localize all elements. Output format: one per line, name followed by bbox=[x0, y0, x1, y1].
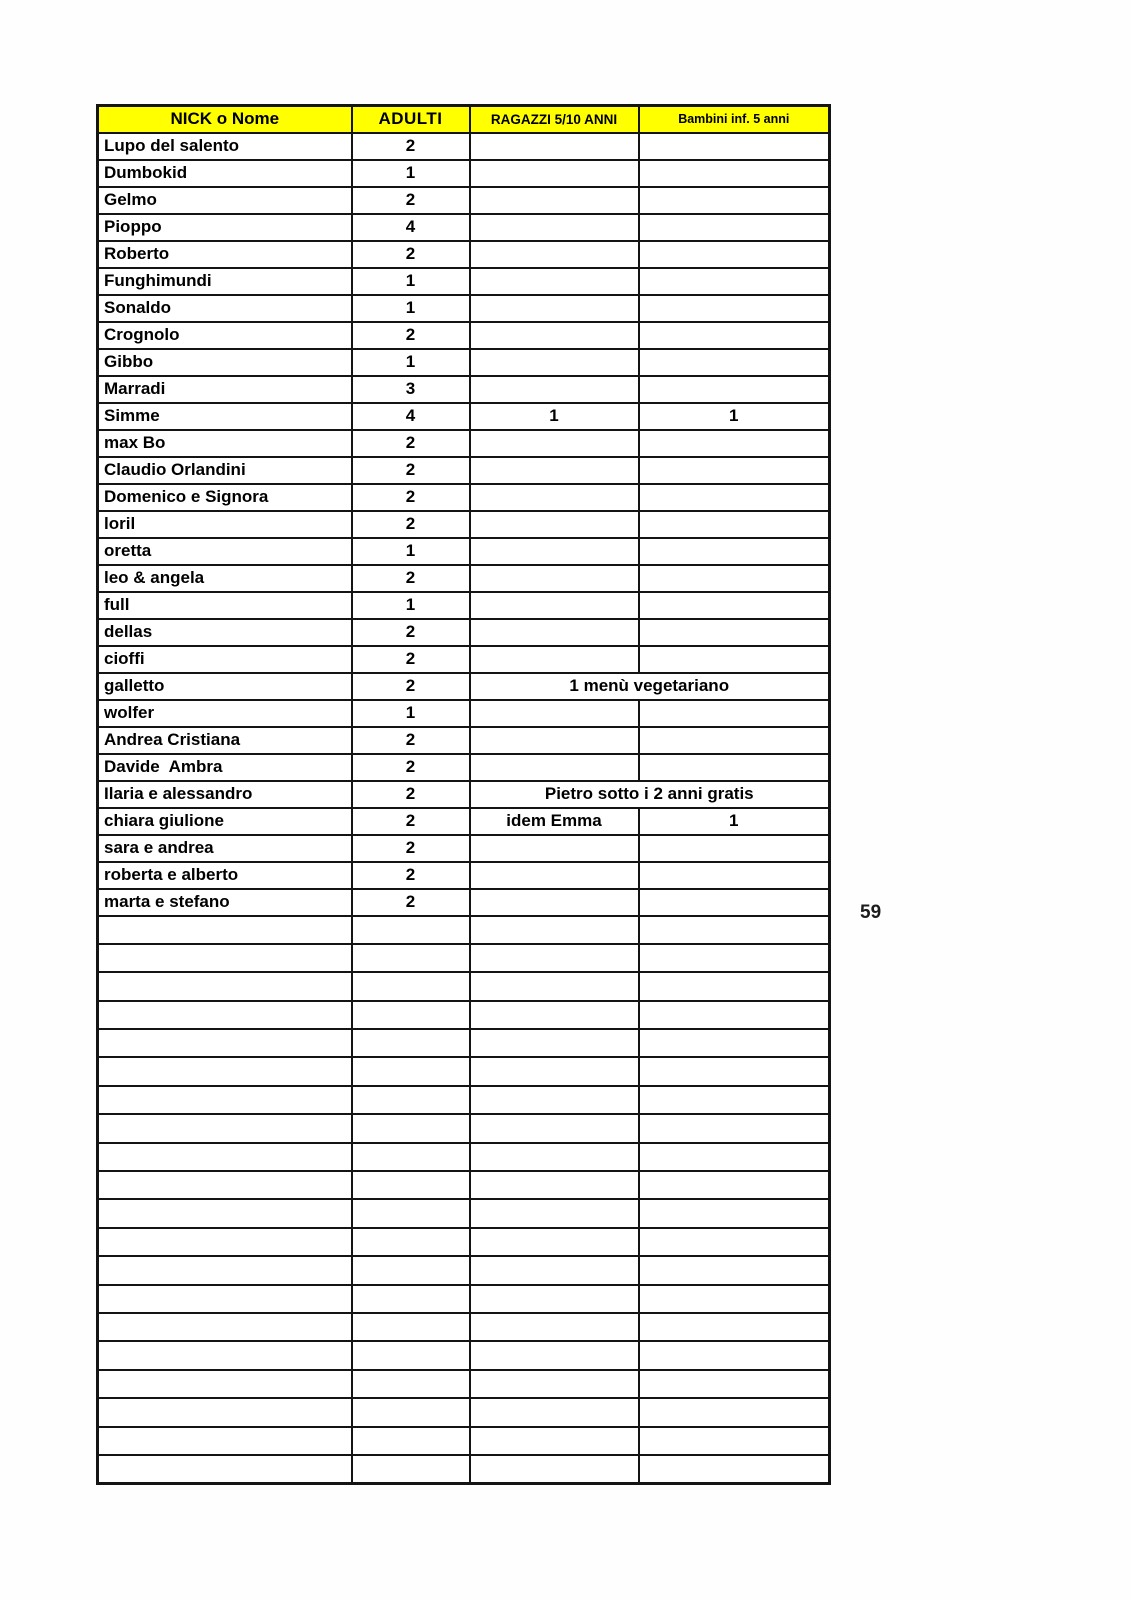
cell-adulti bbox=[352, 1341, 470, 1369]
cell-adulti bbox=[352, 1057, 470, 1085]
cell-ragazzi bbox=[470, 538, 639, 565]
cell-ragazzi: 1 bbox=[470, 403, 639, 430]
col-header-adulti: ADULTI bbox=[352, 106, 470, 133]
cell-name: Crognolo bbox=[98, 322, 352, 349]
cell-adulti bbox=[352, 1143, 470, 1171]
cell-bambini bbox=[639, 1143, 830, 1171]
cell-name bbox=[98, 1370, 352, 1398]
cell-note-merged: Pietro sotto i 2 anni gratis bbox=[470, 781, 830, 808]
cell-ragazzi bbox=[470, 457, 639, 484]
table-body bbox=[98, 133, 830, 1484]
cell-adulti: 2 bbox=[352, 457, 470, 484]
empty-table-row bbox=[98, 1086, 830, 1114]
cell-bambini bbox=[639, 538, 830, 565]
table-row bbox=[98, 349, 830, 376]
cell-ragazzi bbox=[470, 916, 639, 944]
cell-bambini bbox=[639, 430, 830, 457]
cell-bambini bbox=[639, 754, 830, 781]
cell-name: cioffi bbox=[98, 646, 352, 673]
empty-table-row bbox=[98, 1370, 830, 1398]
col-header-nick: NICK o Nome bbox=[98, 106, 352, 133]
table-row bbox=[98, 403, 830, 430]
cell-adulti: 2 bbox=[352, 781, 470, 808]
cell-name: Gelmo bbox=[98, 187, 352, 214]
cell-name: Funghimundi bbox=[98, 268, 352, 295]
cell-name: loril bbox=[98, 511, 352, 538]
cell-adulti: 2 bbox=[352, 565, 470, 592]
cell-ragazzi bbox=[470, 1341, 639, 1369]
table-row bbox=[98, 187, 830, 214]
cell-bambini bbox=[639, 214, 830, 241]
cell-note-merged: 1 menù vegetariano bbox=[470, 673, 830, 700]
cell-adulti: 2 bbox=[352, 808, 470, 835]
cell-name: Pioppo bbox=[98, 214, 352, 241]
table-row bbox=[98, 808, 830, 835]
cell-adulti: 1 bbox=[352, 700, 470, 727]
cell-name: Sonaldo bbox=[98, 295, 352, 322]
cell-ragazzi bbox=[470, 700, 639, 727]
cell-ragazzi bbox=[470, 862, 639, 889]
cell-name bbox=[98, 1313, 352, 1341]
cell-adulti: 1 bbox=[352, 592, 470, 619]
cell-name: full bbox=[98, 592, 352, 619]
cell-bambini bbox=[639, 133, 830, 160]
cell-ragazzi bbox=[470, 268, 639, 295]
table-row bbox=[98, 430, 830, 457]
cell-name bbox=[98, 1171, 352, 1199]
cell-ragazzi bbox=[470, 1313, 639, 1341]
cell-bambini bbox=[639, 1313, 830, 1341]
cell-adulti bbox=[352, 1398, 470, 1426]
cell-name bbox=[98, 1228, 352, 1256]
col-header-ragazzi: RAGAZZI 5/10 ANNI bbox=[470, 106, 639, 133]
cell-ragazzi bbox=[470, 349, 639, 376]
cell-name bbox=[98, 1199, 352, 1227]
cell-bambini bbox=[639, 565, 830, 592]
empty-table-row bbox=[98, 916, 830, 944]
cell-name: Dumbokid bbox=[98, 160, 352, 187]
cell-bambini bbox=[639, 916, 830, 944]
empty-table-row bbox=[98, 944, 830, 972]
cell-adulti: 1 bbox=[352, 538, 470, 565]
cell-ragazzi bbox=[470, 592, 639, 619]
cell-name bbox=[98, 916, 352, 944]
cell-ragazzi bbox=[470, 484, 639, 511]
cell-adulti bbox=[352, 944, 470, 972]
cell-ragazzi bbox=[470, 889, 639, 916]
cell-ragazzi bbox=[470, 511, 639, 538]
cell-adulti: 1 bbox=[352, 160, 470, 187]
cell-bambini bbox=[639, 646, 830, 673]
cell-ragazzi bbox=[470, 295, 639, 322]
cell-adulti bbox=[352, 1427, 470, 1455]
cell-adulti bbox=[352, 1228, 470, 1256]
cell-ragazzi bbox=[470, 241, 639, 268]
cell-adulti bbox=[352, 1455, 470, 1483]
table-row bbox=[98, 565, 830, 592]
cell-ragazzi bbox=[470, 214, 639, 241]
cell-name: Lupo del salento bbox=[98, 133, 352, 160]
cell-adulti: 2 bbox=[352, 484, 470, 511]
cell-ragazzi bbox=[470, 944, 639, 972]
table-row bbox=[98, 835, 830, 862]
cell-adulti: 2 bbox=[352, 835, 470, 862]
cell-ragazzi bbox=[470, 835, 639, 862]
cell-name: Domenico e Signora bbox=[98, 484, 352, 511]
cell-bambini bbox=[639, 1228, 830, 1256]
cell-adulti: 2 bbox=[352, 133, 470, 160]
cell-ragazzi: idem Emma bbox=[470, 808, 639, 835]
cell-adulti bbox=[352, 1313, 470, 1341]
empty-table-row bbox=[98, 1057, 830, 1085]
cell-name bbox=[98, 1256, 352, 1284]
cell-name bbox=[98, 1427, 352, 1455]
empty-table-row bbox=[98, 1455, 830, 1483]
empty-table-row bbox=[98, 1313, 830, 1341]
header-row bbox=[98, 106, 830, 133]
cell-bambini bbox=[639, 160, 830, 187]
cell-name: max Bo bbox=[98, 430, 352, 457]
cell-bambini bbox=[639, 727, 830, 754]
empty-table-row bbox=[98, 1398, 830, 1426]
cell-adulti bbox=[352, 1370, 470, 1398]
cell-name bbox=[98, 944, 352, 972]
table-row bbox=[98, 862, 830, 889]
cell-bambini bbox=[639, 349, 830, 376]
cell-bambini bbox=[639, 457, 830, 484]
cell-ragazzi bbox=[470, 322, 639, 349]
cell-adulti bbox=[352, 1171, 470, 1199]
cell-ragazzi bbox=[470, 1199, 639, 1227]
empty-table-row bbox=[98, 1427, 830, 1455]
cell-bambini bbox=[639, 511, 830, 538]
cell-name bbox=[98, 1398, 352, 1426]
total-count: 59 bbox=[860, 902, 882, 923]
cell-bambini bbox=[639, 322, 830, 349]
cell-adulti: 2 bbox=[352, 754, 470, 781]
cell-ragazzi bbox=[470, 565, 639, 592]
cell-name: roberta e alberto bbox=[98, 862, 352, 889]
cell-adulti bbox=[352, 1029, 470, 1057]
cell-ragazzi bbox=[470, 1256, 639, 1284]
cell-adulti: 2 bbox=[352, 727, 470, 754]
cell-name: oretta bbox=[98, 538, 352, 565]
cell-adulti bbox=[352, 1285, 470, 1313]
cell-name: Marradi bbox=[98, 376, 352, 403]
cell-ragazzi bbox=[470, 1398, 639, 1426]
cell-bambini bbox=[639, 1086, 830, 1114]
cell-adulti: 2 bbox=[352, 889, 470, 916]
table-row bbox=[98, 484, 830, 511]
cell-bambini bbox=[639, 862, 830, 889]
table-row bbox=[98, 754, 830, 781]
empty-table-row bbox=[98, 1256, 830, 1284]
table-row bbox=[98, 241, 830, 268]
cell-name: wolfer bbox=[98, 700, 352, 727]
table-row bbox=[98, 781, 830, 808]
empty-table-row bbox=[98, 1001, 830, 1029]
cell-ragazzi bbox=[470, 1057, 639, 1085]
cell-name: Gibbo bbox=[98, 349, 352, 376]
table-row bbox=[98, 727, 830, 754]
cell-bambini bbox=[639, 376, 830, 403]
cell-bambini bbox=[639, 1455, 830, 1483]
cell-name: Andrea Cristiana bbox=[98, 727, 352, 754]
col-header-bambini: Bambini inf. 5 anni bbox=[639, 106, 830, 133]
cell-bambini bbox=[639, 944, 830, 972]
empty-table-row bbox=[98, 1171, 830, 1199]
cell-bambini: 1 bbox=[639, 808, 830, 835]
cell-bambini bbox=[639, 619, 830, 646]
cell-bambini bbox=[639, 187, 830, 214]
cell-adulti: 2 bbox=[352, 646, 470, 673]
cell-bambini bbox=[639, 700, 830, 727]
cell-adulti: 2 bbox=[352, 862, 470, 889]
cell-name: Simme bbox=[98, 403, 352, 430]
cell-ragazzi bbox=[470, 646, 639, 673]
cell-bambini bbox=[639, 1001, 830, 1029]
cell-ragazzi bbox=[470, 727, 639, 754]
cell-ragazzi bbox=[470, 1370, 639, 1398]
table-row bbox=[98, 700, 830, 727]
cell-bambini bbox=[639, 484, 830, 511]
empty-table-row bbox=[98, 1029, 830, 1057]
empty-table-row bbox=[98, 1285, 830, 1313]
table-row bbox=[98, 268, 830, 295]
cell-adulti: 1 bbox=[352, 349, 470, 376]
cell-name: Davide Ambra bbox=[98, 754, 352, 781]
empty-table-row bbox=[98, 1228, 830, 1256]
cell-name bbox=[98, 1029, 352, 1057]
cell-ragazzi bbox=[470, 619, 639, 646]
cell-name: sara e andrea bbox=[98, 835, 352, 862]
cell-ragazzi bbox=[470, 187, 639, 214]
empty-table-row bbox=[98, 1341, 830, 1369]
empty-table-row bbox=[98, 1199, 830, 1227]
cell-ragazzi bbox=[470, 972, 639, 1000]
cell-ragazzi bbox=[470, 1171, 639, 1199]
cell-adulti: 1 bbox=[352, 268, 470, 295]
cell-adulti bbox=[352, 916, 470, 944]
cell-ragazzi bbox=[470, 1228, 639, 1256]
cell-adulti: 4 bbox=[352, 403, 470, 430]
cell-bambini bbox=[639, 1427, 830, 1455]
cell-ragazzi bbox=[470, 160, 639, 187]
cell-name: galletto bbox=[98, 673, 352, 700]
cell-adulti: 1 bbox=[352, 295, 470, 322]
cell-adulti: 2 bbox=[352, 619, 470, 646]
cell-bambini bbox=[639, 1199, 830, 1227]
cell-ragazzi bbox=[470, 1114, 639, 1142]
cell-bambini bbox=[639, 1285, 830, 1313]
cell-bambini bbox=[639, 1341, 830, 1369]
cell-bambini bbox=[639, 1114, 830, 1142]
cell-name bbox=[98, 1143, 352, 1171]
cell-name bbox=[98, 1001, 352, 1029]
cell-ragazzi bbox=[470, 754, 639, 781]
cell-ragazzi bbox=[470, 133, 639, 160]
cell-adulti: 2 bbox=[352, 187, 470, 214]
cell-ragazzi bbox=[470, 1455, 639, 1483]
cell-adulti: 4 bbox=[352, 214, 470, 241]
cell-ragazzi bbox=[470, 376, 639, 403]
cell-name: Ilaria e alessandro bbox=[98, 781, 352, 808]
cell-bambini bbox=[639, 1256, 830, 1284]
cell-name bbox=[98, 1057, 352, 1085]
cell-ragazzi bbox=[470, 1285, 639, 1313]
cell-ragazzi bbox=[470, 1143, 639, 1171]
table-row bbox=[98, 646, 830, 673]
table-row bbox=[98, 511, 830, 538]
cell-ragazzi bbox=[470, 430, 639, 457]
cell-adulti: 2 bbox=[352, 241, 470, 268]
cell-bambini bbox=[639, 889, 830, 916]
table-row bbox=[98, 295, 830, 322]
cell-ragazzi bbox=[470, 1029, 639, 1057]
table-row bbox=[98, 673, 830, 700]
cell-adulti: 2 bbox=[352, 430, 470, 457]
cell-adulti bbox=[352, 1001, 470, 1029]
table-row bbox=[98, 322, 830, 349]
cell-bambini bbox=[639, 592, 830, 619]
table-row bbox=[98, 160, 830, 187]
cell-bambini: 1 bbox=[639, 403, 830, 430]
empty-table-row bbox=[98, 1114, 830, 1142]
cell-name: dellas bbox=[98, 619, 352, 646]
empty-table-row bbox=[98, 972, 830, 1000]
cell-adulti: 2 bbox=[352, 322, 470, 349]
cell-ragazzi bbox=[470, 1427, 639, 1455]
cell-name: Claudio Orlandini bbox=[98, 457, 352, 484]
table-row bbox=[98, 592, 830, 619]
cell-adulti bbox=[352, 1256, 470, 1284]
cell-name: chiara giulione bbox=[98, 808, 352, 835]
cell-name: Roberto bbox=[98, 241, 352, 268]
table-row bbox=[98, 376, 830, 403]
cell-adulti bbox=[352, 1114, 470, 1142]
cell-adulti bbox=[352, 1086, 470, 1114]
empty-table-row bbox=[98, 1143, 830, 1171]
cell-name: marta e stefano bbox=[98, 889, 352, 916]
cell-adulti: 2 bbox=[352, 511, 470, 538]
cell-bambini bbox=[639, 268, 830, 295]
table-row bbox=[98, 214, 830, 241]
cell-bambini bbox=[639, 1029, 830, 1057]
table-row bbox=[98, 889, 830, 916]
cell-adulti: 2 bbox=[352, 673, 470, 700]
cell-name bbox=[98, 1341, 352, 1369]
table-row bbox=[98, 457, 830, 484]
cell-bambini bbox=[639, 295, 830, 322]
table-row bbox=[98, 619, 830, 646]
attendance-table bbox=[96, 104, 831, 1485]
cell-adulti bbox=[352, 972, 470, 1000]
cell-name bbox=[98, 1114, 352, 1142]
cell-adulti bbox=[352, 1199, 470, 1227]
table-row bbox=[98, 133, 830, 160]
cell-bambini bbox=[639, 972, 830, 1000]
cell-bambini bbox=[639, 241, 830, 268]
cell-bambini bbox=[639, 1370, 830, 1398]
cell-name bbox=[98, 1285, 352, 1313]
cell-name: leo & angela bbox=[98, 565, 352, 592]
cell-bambini bbox=[639, 1057, 830, 1085]
table-row bbox=[98, 538, 830, 565]
cell-name bbox=[98, 1086, 352, 1114]
cell-ragazzi bbox=[470, 1086, 639, 1114]
cell-bambini bbox=[639, 835, 830, 862]
cell-bambini bbox=[639, 1398, 830, 1426]
cell-bambini bbox=[639, 1171, 830, 1199]
cell-name bbox=[98, 1455, 352, 1483]
cell-adulti: 3 bbox=[352, 376, 470, 403]
cell-ragazzi bbox=[470, 1001, 639, 1029]
cell-name bbox=[98, 972, 352, 1000]
